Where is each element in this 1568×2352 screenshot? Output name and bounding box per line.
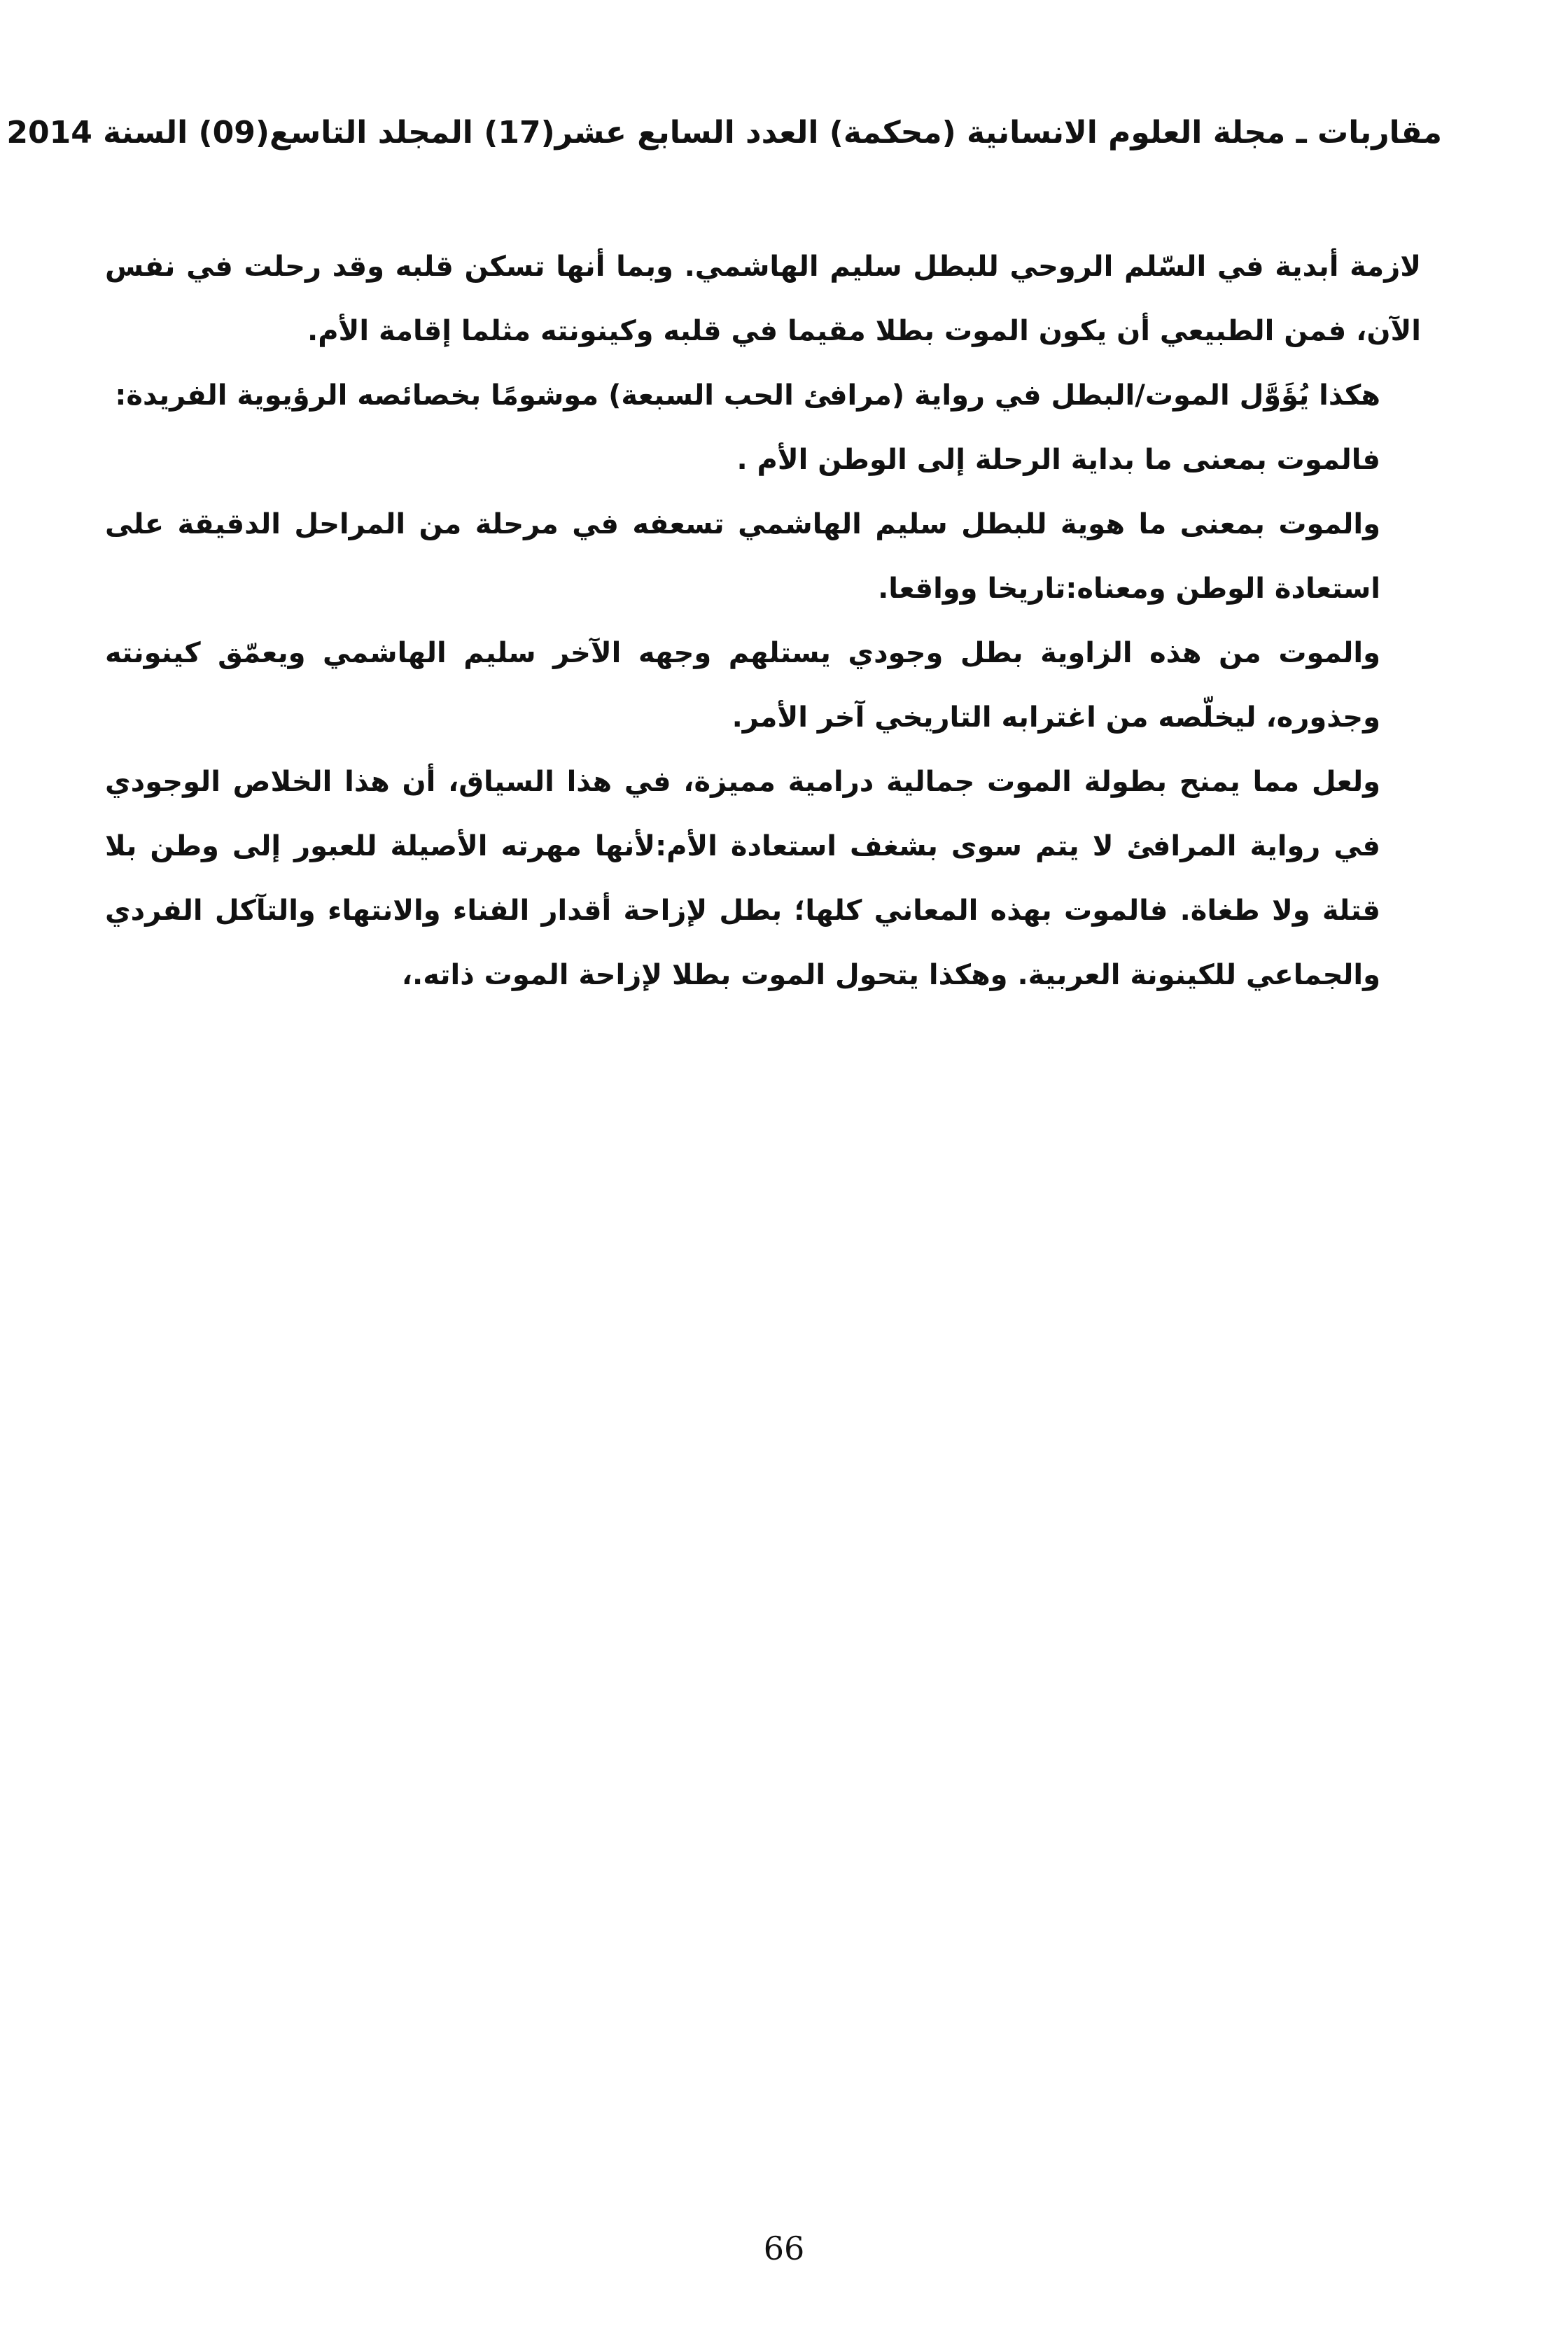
running-header: مقاربات ـ مجلة العلوم الانسانية (محكمة) العدد السابع عشر(17) المجلد التاسع(09) السنة 2014 <box>6 115 1442 150</box>
paragraph: هكذا يُؤَوَّل الموت/البطل في رواية (مرافئ الحب السبعة) موشومًا بخصائصه الرؤيوية الفريدة: <box>115 379 1380 412</box>
paragraph: والموت بمعنى ما هوية للبطل سليم الهاشمي تسعفه في مرحلة من المراحل الدقيقة على استعادة الوطن ومعناه:تاريخا وواقعا. <box>105 508 1380 605</box>
paragraph: ولعل مما يمنح بطولة الموت جمالية درامية مميزة، في هذا السياق، أن هذا الخلاص الوجودي في رواية المرافئ لا يتم سوى بشغف استعادة الأم:لأنها مهرته الأصيلة للعبور إلى وطن بلا قتلة ولا طغاة. فالموت بهذه المعاني كلها؛ بطل لإزاحة أقدار الفناء والانتهاء والتآكل الفردي والجماعي للكينونة العربية. وهكذا يتحول الموت بطلا لإزاحة الموت ذاته.، <box>105 766 1380 991</box>
page-number: 66 <box>763 2230 805 2267</box>
body-text <box>105 234 1421 1007</box>
paragraph: والموت من هذه الزاوية بطل وجودي يستلهم وجهه الآخر سليم الهاشمي ويعمّق كينونته وجذوره، ليخلّصه من اغترابه التاريخي آخر الأمر. <box>105 637 1380 734</box>
paragraph: لازمة أبدية في السّلم الروحي للبطل سليم الهاشمي. وبما أنها تسكن قلبه وقد رحلت في نفس الآن، فمن الطبيعي أن يكون الموت بطلا مقيما في قلبه وكينونته مثلما إقامة الأم. <box>105 251 1421 347</box>
paragraph: فالموت بمعنى ما بداية الرحلة إلى الوطن الأم . <box>736 444 1380 476</box>
